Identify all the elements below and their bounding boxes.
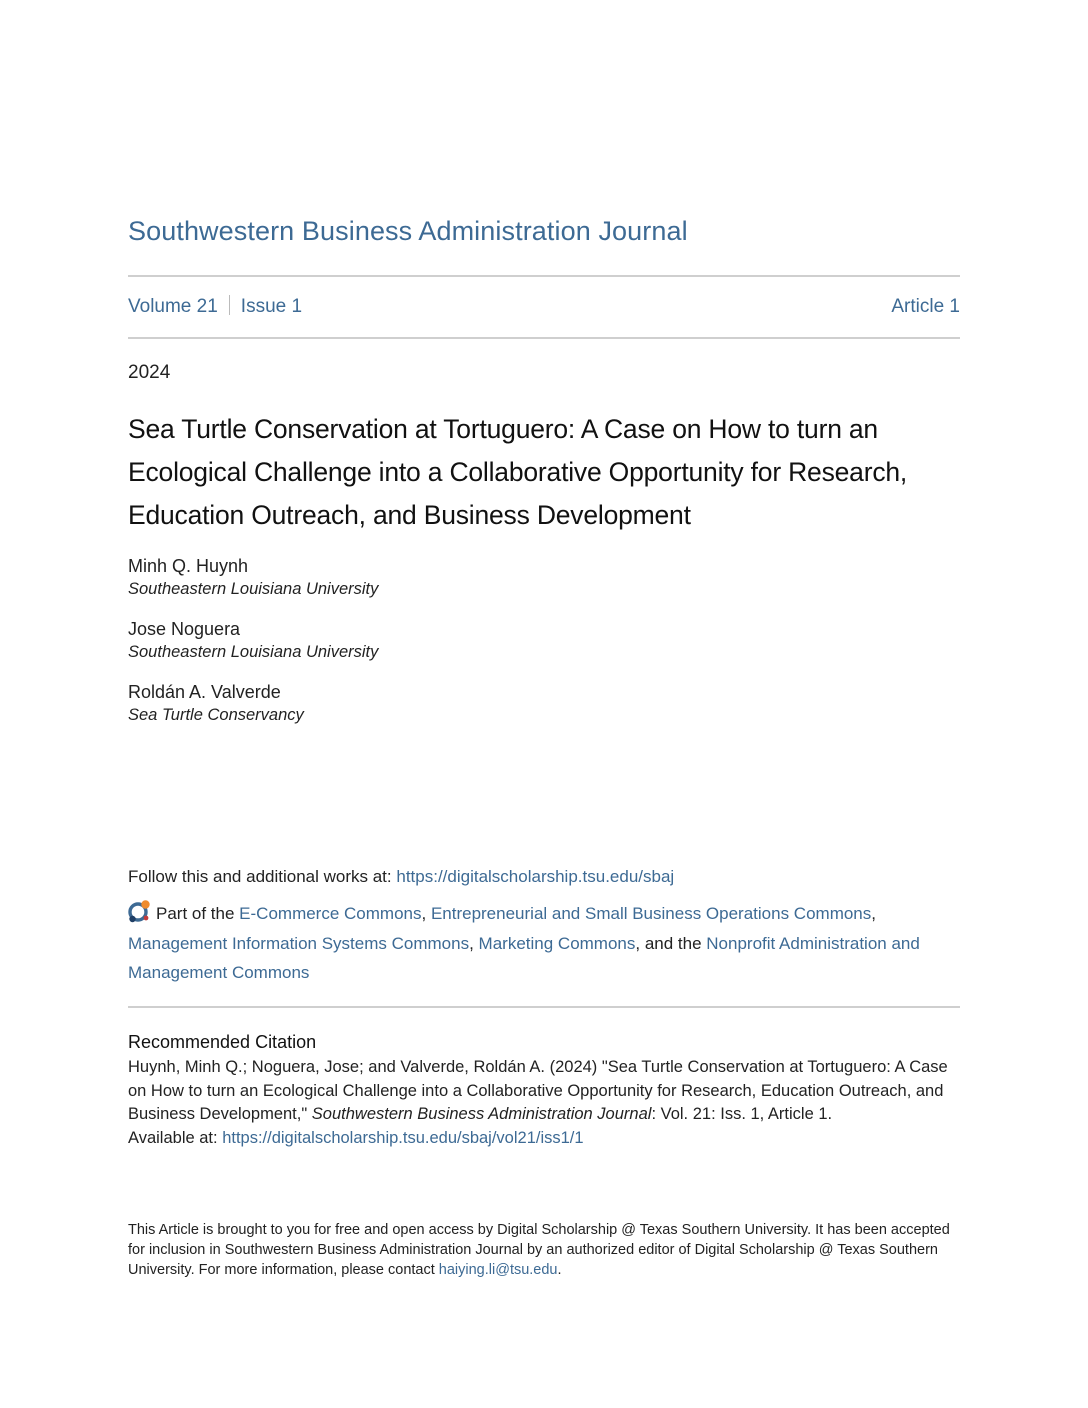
author-affiliation: Southeastern Louisiana University (128, 643, 379, 661)
issue-bar-separator (229, 295, 230, 315)
divider-top (128, 275, 960, 277)
commons-and-the: , and the (635, 933, 707, 953)
journal-title-link[interactable]: Southwestern Business Administration Journal (128, 216, 688, 246)
bepress-commons-network-icon (128, 899, 152, 923)
contact-email-link[interactable]: haiying.li@tsu.edu (438, 1262, 558, 1278)
commons-separator: , (469, 933, 479, 953)
citation-text: Huynh, Minh Q.; Noguera, Jose; and Valverde, Roldán A. (2024) "Sea Turtle Conservation at Tortuguero: A Case on How to turn an Ecological Challenge into a Collaborative Opportunity for Research, Education Outreach, and Business Development," (128, 1058, 948, 1123)
author-entry (128, 680, 960, 726)
commons-separator: , (421, 904, 431, 923)
recommended-citation (128, 1031, 960, 1150)
author-name: Minh Q. Huynh (128, 556, 249, 576)
commons-link-mis[interactable]: Management Information Systems Commons (128, 933, 470, 953)
volume-link[interactable]: Volume 21 (128, 296, 218, 317)
citation-body (128, 1056, 960, 1150)
author-affiliation: Sea Turtle Conservancy (128, 706, 304, 724)
access-statement (128, 1220, 960, 1280)
follow-line (128, 865, 674, 889)
article-link[interactable]: Article 1 (891, 296, 960, 317)
repository-link[interactable]: https://digitalscholarship.tsu.edu/sbaj (396, 867, 675, 886)
publication-year: 2024 (128, 362, 171, 383)
follow-label: Follow this and additional works at: (128, 867, 397, 886)
article-title: Sea Turtle Conservation at Tortuguero: A Case on How to turn an Ecological Challenge into a Collaborative Opportunity for Research, Education Outreach, and Business Development (128, 414, 908, 530)
available-at-label: Available at: (128, 1128, 223, 1147)
access-statement-end: . (557, 1262, 562, 1278)
commons-separator: , (871, 904, 876, 923)
divider-issue (128, 337, 960, 339)
commons-link-entrepreneurial[interactable]: Entrepreneurial and Small Business Operations Commons (430, 904, 872, 923)
issue-link[interactable]: Issue 1 (240, 296, 303, 317)
author-name: Roldán A. Valverde (128, 682, 281, 702)
commons-link-ecommerce[interactable]: E-Commerce Commons (239, 904, 422, 923)
author-entry (128, 554, 960, 600)
citation-heading: Recommended Citation (128, 1032, 317, 1052)
part-of-prefix: Part of the (156, 904, 240, 923)
divider-citation (128, 1006, 960, 1008)
commons-link-nonprofit[interactable]: Nonprofit Administration and Management Commons (128, 933, 920, 982)
author-name: Jose Noguera (128, 619, 241, 639)
article-url-link[interactable]: https://digitalscholarship.tsu.edu/sbaj/vol21/iss1/1 (222, 1128, 584, 1147)
commons-link-marketing[interactable]: Marketing Commons (478, 933, 636, 953)
author-list (128, 554, 960, 743)
author-affiliation: Southeastern Louisiana University (128, 580, 379, 598)
citation-volume-info: : Vol. 21: Iss. 1, Article 1. (651, 1105, 833, 1123)
issue-bar (128, 295, 960, 319)
cover-page (128, 0, 960, 1408)
part-of-commons (128, 899, 960, 988)
access-statement-text: This Article is brought to you for free and open access by Digital Scholarship @ Texas Southern University. It has been accepted for inclusion in Southwestern Business Administration Journal by an authorized editor of Digital Scholarship @ Texas Southern University. For more information, please contact (128, 1222, 950, 1278)
author-entry (128, 617, 960, 663)
citation-journal: Southwestern Business Administration Journal (311, 1105, 652, 1123)
